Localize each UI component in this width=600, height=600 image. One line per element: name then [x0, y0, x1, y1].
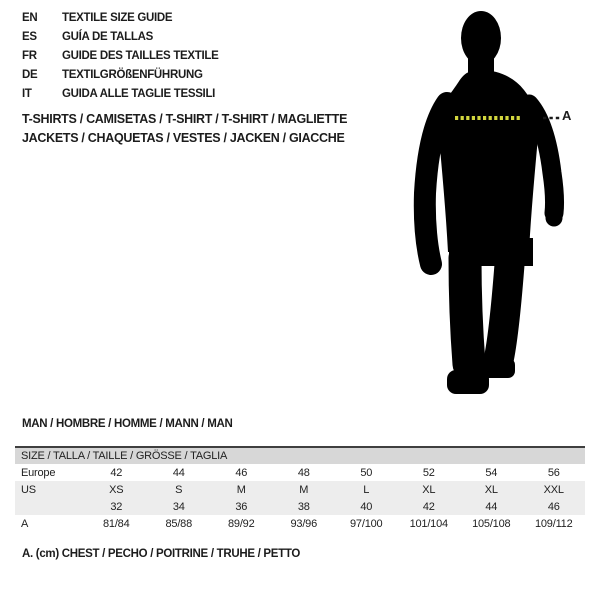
silhouette-back-leg: [499, 258, 510, 358]
language-row: [22, 66, 219, 85]
section-title-man: MAN / HOMBRE / HOMME / MANN / MAN: [22, 418, 233, 430]
language-title: GUIDA ALLE TAGLIE TESSILI: [62, 88, 216, 100]
table-cell: XXL: [523, 481, 586, 498]
table-cell: 42: [110, 466, 123, 479]
language-row: [22, 47, 219, 66]
table-cell: 46: [523, 498, 586, 515]
table-cell: 85/88: [165, 517, 193, 530]
row-label: [15, 498, 85, 515]
table-row-chest-a: [15, 515, 585, 532]
size-table-header: SIZE / TALLA / TAILLE / GRÖSSE / TAGLIA: [15, 447, 585, 464]
table-cell: 32: [85, 498, 148, 515]
table-cell: XS: [85, 481, 148, 498]
language-list: [22, 9, 219, 104]
table-cell: 56: [547, 466, 560, 479]
table-cell: M: [210, 481, 273, 498]
size-table: [15, 446, 585, 532]
category-tshirts: T-SHIRTS / CAMISETAS / T-SHIRT / T-SHIRT / MAGLIETTE: [22, 112, 348, 126]
man-silhouette: [405, 8, 575, 400]
language-code: ES: [22, 31, 37, 43]
table-cell: L: [335, 481, 398, 498]
table-cell: 46: [235, 466, 248, 479]
table-cell: 89/92: [227, 517, 255, 530]
language-title: GUÍA DE TALLAS: [62, 31, 153, 43]
language-code: EN: [22, 12, 38, 24]
table-cell: 50: [360, 466, 373, 479]
table-cell: 97/100: [350, 517, 383, 530]
table-cell: 81/84: [102, 517, 130, 530]
silhouette-front-leg: [465, 258, 469, 364]
table-cell: 44: [460, 498, 523, 515]
table-cell: XL: [460, 481, 523, 498]
footnote-chest: A. (cm) CHEST / PECHO / POITRINE / TRUHE / PETTO: [22, 548, 301, 560]
table-cell: 42: [398, 498, 461, 515]
table-cell: 40: [335, 498, 398, 515]
man-figure: [405, 8, 600, 400]
table-cell: S: [148, 481, 211, 498]
row-label: US: [15, 481, 85, 498]
table-cell: 54: [485, 466, 498, 479]
table-cell: 44: [172, 466, 185, 479]
table-cell: 105/108: [472, 517, 511, 530]
measure-label-a: A: [562, 108, 572, 123]
table-cell: 38: [273, 498, 336, 515]
table-cell: 93/96: [290, 517, 318, 530]
garment-categories: [22, 110, 347, 148]
table-row-us-numbers: [15, 498, 585, 515]
table-cell: 109/112: [534, 517, 573, 530]
table-cell: XL: [398, 481, 461, 498]
category-jackets: JACKETS / CHAQUETAS / VESTES / JACKEN / GIACCHE: [22, 131, 345, 145]
language-title: GUIDE DES TAILLES TEXTILE: [62, 50, 219, 62]
language-code: IT: [22, 88, 32, 100]
table-cell: 34: [148, 498, 211, 515]
table-row-europe: [15, 464, 585, 481]
language-title: TEXTILE SIZE GUIDE: [62, 12, 173, 24]
size-table-header-row: [15, 447, 585, 464]
table-row-us-letters: [15, 481, 585, 498]
table-cell: 36: [210, 498, 273, 515]
table-cell: 52: [422, 466, 435, 479]
row-label: Europe: [21, 466, 56, 479]
language-code: DE: [22, 69, 38, 81]
language-row: [22, 9, 219, 28]
language-code: FR: [22, 50, 37, 62]
language-row: [22, 85, 219, 104]
language-title: TEXTILGRÖßENFÜHRUNG: [62, 69, 203, 81]
language-row: [22, 28, 219, 47]
table-cell: 101/104: [409, 517, 448, 530]
table-cell: 48: [297, 466, 310, 479]
table-cell: M: [273, 481, 336, 498]
row-label: A: [21, 517, 29, 530]
